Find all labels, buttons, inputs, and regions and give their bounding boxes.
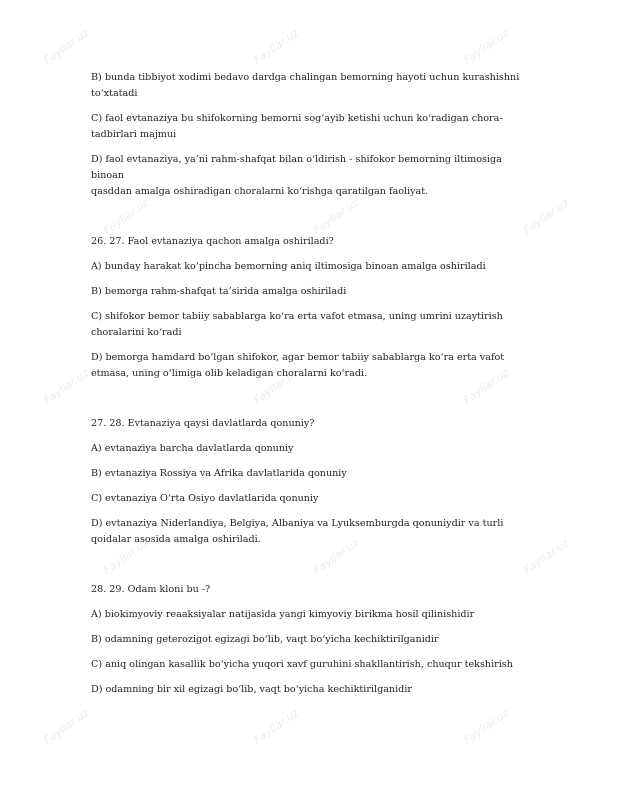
answer-option xyxy=(91,632,531,648)
answer-option xyxy=(91,466,531,482)
answer-option xyxy=(91,152,531,200)
text-line: choralarini ko‘radi xyxy=(91,327,182,338)
text-line: C) faol evtanaziya bu shifokorning bemorni sog‘ayib ketishi uchun ko‘radigan chora- xyxy=(91,113,503,124)
text-line: to‘xtatadi xyxy=(91,88,138,99)
text-line: qoidalar asosida amalga oshiriladi. xyxy=(91,534,261,545)
document-content xyxy=(91,70,531,707)
text-line: A) bunday harakat ko‘pincha bemorning aniq iltimosiga binoan amalga oshiriladi xyxy=(91,261,486,272)
answer-option xyxy=(91,657,531,673)
question-heading xyxy=(91,234,531,250)
watermark-text: Fayllar.uz xyxy=(100,196,152,237)
text-line: B) bemorga rahm-shafqat ta’sirida amalga oshiriladi xyxy=(91,286,347,297)
answer-option xyxy=(91,441,531,457)
watermark-text: Fayllar.uz xyxy=(310,536,362,577)
text-line: C) shifokor bemor tabiiy sabablarga ko‘ra erta vafot etmasa, uning umrini uzaytirish xyxy=(91,311,503,322)
text-line: A) evtanaziya barcha davlatlarda qonuniy xyxy=(91,443,294,454)
answer-option xyxy=(91,516,531,548)
watermark-text: Fayllar.uz xyxy=(40,26,92,67)
watermark-text: Fayllar.uz xyxy=(250,366,302,407)
text-line: D) evtanaziya Niderlandiya, Belgiya, Albaniya va Lyuksemburgda qonuniydir va turli xyxy=(91,518,504,529)
text-line: D) odamning bir xil egizagi bo‘lib, vaqt bo‘yicha kechiktirilganidir xyxy=(91,684,412,695)
watermark-text: Fayllar.uz xyxy=(40,366,92,407)
watermark-text: Fayllar.uz xyxy=(520,536,572,577)
text-line: tadbirlari majmui xyxy=(91,129,177,140)
watermark-text: Fayllar.uz xyxy=(460,706,512,747)
watermark-text: Fayllar.uz xyxy=(520,196,572,237)
text-line: B) bunda tibbiyot xodimi bedavo dardga chalingan bemorning hayoti uchun kurashishni xyxy=(91,72,520,83)
watermark-text: Fayllar.uz xyxy=(460,26,512,67)
watermark-text: Fayllar.uz xyxy=(250,26,302,67)
text-line: D) bemorga hamdard bo‘lgan shifokor, agar bemor tabiiy sabablarga ko‘ra erta vafot xyxy=(91,352,505,363)
answer-option xyxy=(91,284,531,300)
answer-option xyxy=(91,350,531,382)
answer-option xyxy=(91,111,531,143)
watermark-text: Fayllar.uz xyxy=(310,196,362,237)
text-line: qasddan amalga oshiradigan choralarni ko‘rishga qaratilgan faoliyat. xyxy=(91,186,429,197)
watermark-text: Fayllar.uz xyxy=(460,366,512,407)
answer-option xyxy=(91,682,531,698)
text-line: D) faol evtanaziya, ya’ni rahm-shafqat bilan o‘ldirish - shifokor bemorning iltimosiga binoan xyxy=(91,154,502,181)
text-line: 27. 28. Evtanaziya qaysi davlatlarda qonuniy? xyxy=(91,418,315,429)
text-line: 28. 29. Odam kloni bu -? xyxy=(91,584,211,595)
answer-option xyxy=(91,309,531,341)
text-line: etmasa, uning o‘limiga olib keladigan choralarni ko‘radi. xyxy=(91,368,368,379)
answer-option xyxy=(91,607,531,623)
text-line: C) aniq olingan kasallik bo‘yicha yuqori xavf guruhini shakllantirish, chuqur tekshirish xyxy=(91,659,513,670)
answer-option xyxy=(91,491,531,507)
text-line: A) biokimyoviy reaaksiyalar natijasida yangi kimyoviy birikma hosil qilinishidir xyxy=(91,609,475,620)
watermark-text: Fayllar.uz xyxy=(40,706,92,747)
text-line: C) evtanaziya O‘rta Osiyo davlatlarida qonuniy xyxy=(91,493,319,504)
answer-option xyxy=(91,259,531,275)
text-line: B) odamning geterozigot egizagi bo‘lib, vaqt bo‘yicha kechiktirilganidir xyxy=(91,634,439,645)
text-line: 26. 27. Faol evtanaziya qachon amalga oshiriladi? xyxy=(91,236,334,247)
answer-option xyxy=(91,70,531,102)
watermark-text: Fayllar.uz xyxy=(100,536,152,577)
question-heading xyxy=(91,582,531,598)
question-heading xyxy=(91,416,531,432)
text-line: B) evtanaziya Rossiya va Afrika davlatlarida qonuniy xyxy=(91,468,347,479)
watermark-text: Fayllar.uz xyxy=(250,706,302,747)
